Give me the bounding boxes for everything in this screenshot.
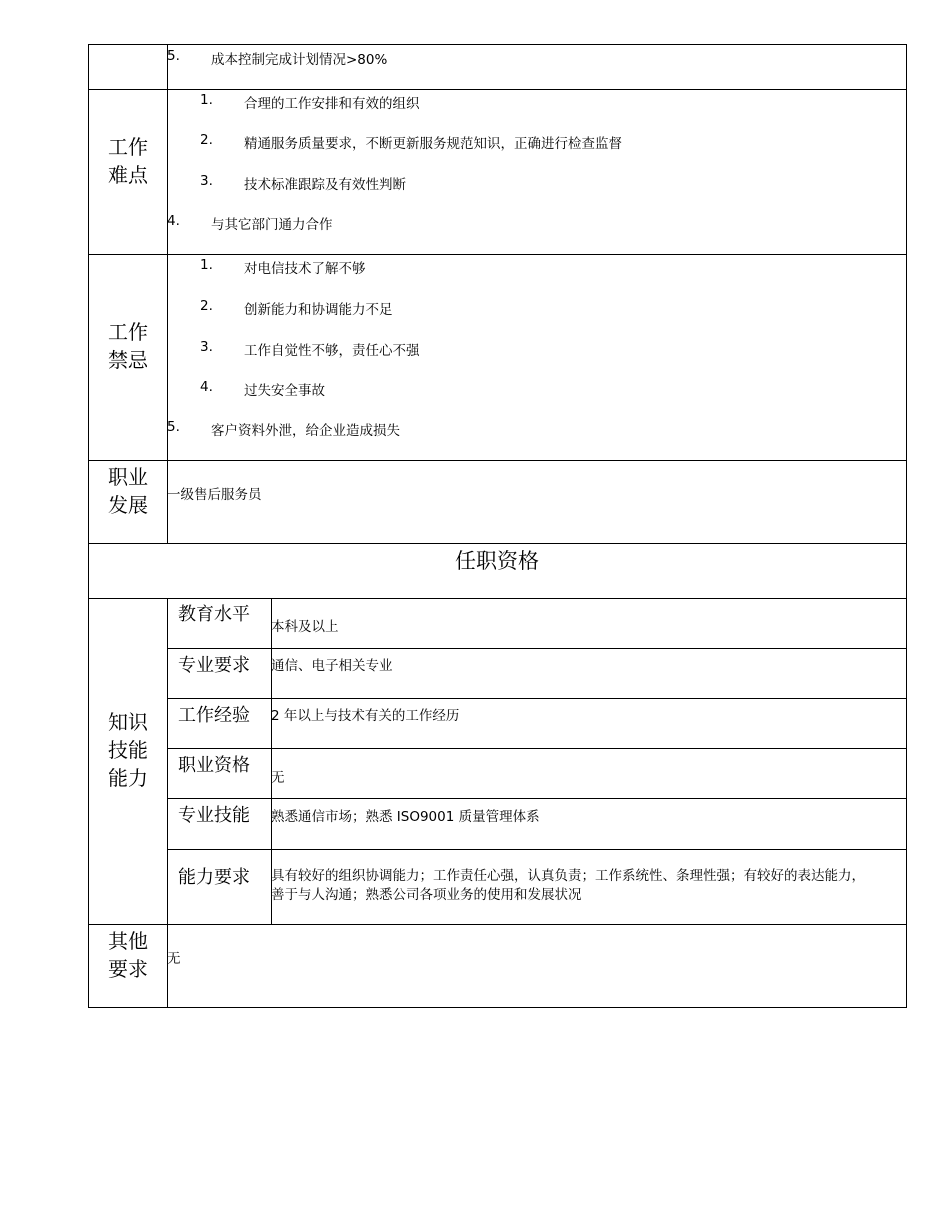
sub-row-divider [167,698,906,699]
knowledge-label [96,708,160,792]
list-item-text: 客户资料外泄，给企业造成损失 [211,423,400,439]
list-item-text: 与其它部门通力合作 [211,217,333,233]
list-item-text: 合理的工作安排和有效的组织 [244,96,420,112]
list-item-number: 2. [200,298,213,314]
career-label [96,463,160,519]
label-line: 禁忌 [108,348,148,372]
list-item-number: 3. [200,339,213,355]
row-divider [88,89,906,90]
label-line: 工作 [108,320,148,344]
label-line: 能力 [108,766,148,790]
label-line: 技能 [108,738,148,762]
certification-label: 职业资格 [178,755,250,776]
ability-label: 能力要求 [178,867,250,888]
sub-row-divider [167,849,906,850]
label-line: 要求 [108,957,148,981]
education-label: 教育水平 [178,604,250,625]
row-divider [88,254,906,255]
qualifications-title: 任职资格 [455,549,539,573]
row-divider [88,924,906,925]
skills-value: 熟悉通信市场；熟悉 ISO9001 质量管理体系 [271,809,540,825]
list-item-text: 精通服务质量要求，不断更新服务规范知识，正确进行检查监督 [244,136,622,152]
list-item-number: 1. [200,257,213,273]
list-item-number: 1. [200,92,213,108]
certification-value: 无 [271,770,285,786]
list-item-number: 5. [167,419,180,435]
other-value: 无 [167,951,181,967]
table-right-border [906,44,907,1008]
list-item-number: 4. [200,379,213,395]
list-item-number: 5. [167,48,180,64]
label-line: 其他 [108,929,148,953]
row-divider [88,543,906,544]
table-left-border [88,44,89,1008]
label-line: 知识 [108,710,148,734]
ability-value-line2: 善于与人沟通；熟悉公司各项业务的使用和发展状况 [271,887,582,903]
career-value: 一级售后服务员 [167,487,262,503]
row-divider [88,460,906,461]
education-value: 本科及以上 [271,619,339,635]
table-bottom-border [88,1007,906,1008]
list-item-text: 对电信技术了解不够 [244,261,366,277]
experience-label: 工作经验 [178,705,250,726]
taboos-label [96,318,160,374]
major-value: 通信、电子相关专业 [271,658,393,674]
list-item-text: 成本控制完成计划情况>80% [211,52,388,68]
row-divider [88,598,906,599]
major-label: 专业要求 [178,655,250,676]
difficulties-label [96,133,160,189]
list-item-number: 4. [167,213,180,229]
other-label [96,927,160,983]
list-item-text: 技术标准跟踪及有效性判断 [244,177,406,193]
table-top-border [88,44,906,45]
list-item-text: 创新能力和协调能力不足 [244,302,393,318]
label-line: 职业 [108,465,148,489]
list-item-text: 工作自觉性不够，责任心不强 [244,343,420,359]
label-line: 难点 [108,163,148,187]
list-item-number: 2. [200,132,213,148]
label-column-divider-top [167,44,168,544]
label-line: 发展 [108,493,148,517]
sub-row-divider [167,748,906,749]
list-item-text: 过失安全事故 [244,383,325,399]
experience-value: 2 年以上与技术有关的工作经历 [271,708,460,724]
skills-label: 专业技能 [178,805,250,826]
sub-row-divider [167,798,906,799]
list-item-number: 3. [200,173,213,189]
ability-value-line1: 具有较好的组织协调能力；工作责任心强，认真负责；工作系统性、条理性强；有较好的表达能力， [271,868,865,884]
sub-row-divider [167,648,906,649]
label-line: 工作 [108,135,148,159]
